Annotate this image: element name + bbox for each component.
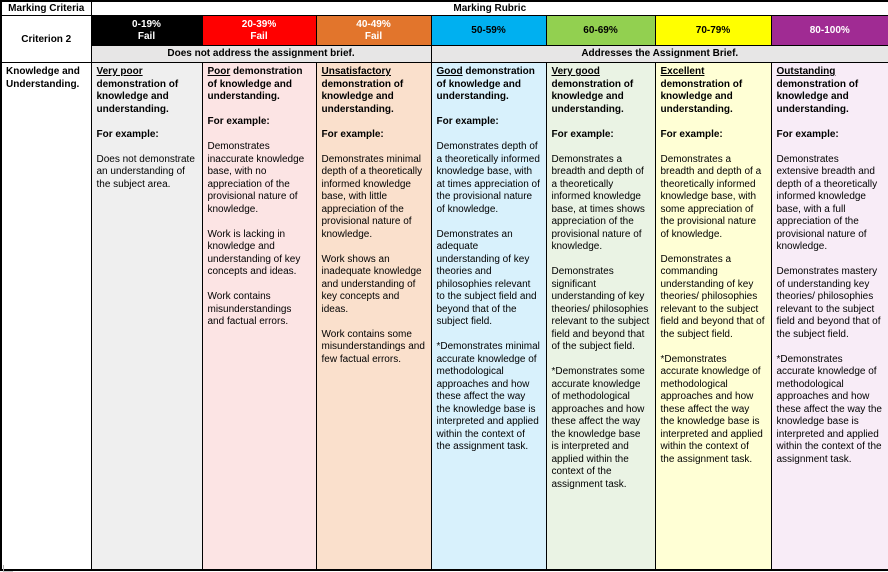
descriptor-paragraph: Demonstrates a commanding understanding of key theories/ philosophies relevant to the subject field and beyond that of the subject field.	[660, 253, 765, 340]
grade-word: Good	[436, 66, 463, 77]
grade-heading-rest: demonstration of knowledge and understanding.	[776, 78, 859, 115]
grade-range: 70-79%	[695, 24, 731, 36]
page-corner-artifact	[3, 565, 13, 572]
descriptor-paragraph: *Demonstrates some accurate knowledge of methodological approaches and how these affect the way the knowledge base is interpreted and applied within the context of the assignment task.	[551, 366, 645, 490]
rubric-cell-50-59	[431, 63, 546, 571]
grade-range: 40-49%	[356, 18, 391, 30]
descriptor-paragraph: Demonstrates a breadth and depth of a theoretically informed knowledge base, at times shows appreciation of the provisional nature of knowledge.	[551, 153, 645, 252]
descriptor-paragraph: Demonstrates extensive breadth and depth of a theoretically informed knowledge base, with a full appreciation of the provisional nature of knowledge.	[776, 153, 878, 252]
descriptor-paragraph: *Demonstrates accurate knowledge of methodological approaches and how these affect the way the knowledge base is interpreted and applied within the context of the assignment task.	[660, 353, 763, 465]
descriptor-paragraph: Demonstrates inaccurate knowledge base, with no appreciation of the provisional nature of knowledge.	[207, 141, 305, 215]
pass-group-header: Addresses the Assignment Brief.	[431, 46, 888, 63]
grade-range: 50-59%	[471, 24, 506, 36]
for-example-label: For example:	[551, 128, 614, 140]
grade-descriptor-heading	[97, 66, 197, 116]
rubric-cell-80-100	[771, 63, 888, 571]
grade-descriptor-heading	[777, 66, 884, 116]
descriptor-paragraph: Demonstrates significant understanding of key theories/ philosophies relevant to the subject field and beyond that of the subject field.	[551, 266, 650, 352]
for-example-label: For example:	[436, 116, 499, 127]
descriptor-paragraph: Demonstrates depth of a theoretically informed knowledge base, with at times appreciation of the provisional nature of knowledge.	[436, 141, 540, 215]
grade-word: Outstanding	[776, 66, 836, 77]
for-example-label: For example:	[96, 128, 159, 140]
for-example-label: For example:	[321, 128, 384, 140]
grade-header-50-59	[431, 16, 546, 46]
descriptor-paragraph: Work shows an inadequate knowledge and understanding of key concepts and ideas.	[321, 253, 422, 315]
descriptor-paragraph: *Demonstrates accurate knowledge of methodological approaches and how these affect the way the knowledge base is interpreted and applied within the context of the assignment task.	[776, 353, 882, 465]
grade-header-40-49	[316, 16, 431, 46]
descriptor-paragraph: *Demonstrates minimal accurate knowledge of methodological approaches and how these affect the way the knowledge base is interpreted and applied within the context of the assignment task.	[436, 341, 540, 452]
descriptor-paragraph: Demonstrates mastery of understanding key theories/ philosophies relevant to the subject field and beyond that of the subject field.	[776, 266, 881, 340]
grade-range: 80-100%	[809, 24, 850, 36]
grade-descriptor-heading	[661, 66, 766, 116]
grade-heading-rest: demonstration of knowledge and understanding.	[96, 78, 179, 115]
for-example-label: For example:	[207, 116, 270, 127]
descriptor-paragraph: Work contains some misunderstandings and few factual errors.	[321, 328, 425, 365]
grade-heading-rest: demonstration of knowledge and understanding.	[436, 66, 535, 102]
grade-descriptor-heading	[437, 66, 541, 104]
rubric-cell-60-69	[546, 63, 655, 571]
grade-descriptor-heading	[552, 66, 650, 116]
criterion-label: Criterion 2	[1, 16, 91, 63]
rubric-cell-40-49	[316, 63, 431, 571]
grade-word: Excellent	[660, 66, 705, 77]
descriptor-paragraph: Work is lacking in knowledge and understanding of key concepts and ideas.	[207, 228, 301, 277]
grade-header-0-19	[91, 16, 202, 46]
marking-criteria-header: Marking Criteria	[1, 1, 91, 16]
grade-header-80-100	[771, 16, 888, 46]
grade-sub-label: Fail	[364, 30, 383, 42]
descriptor-paragraph: Does not demonstrate an understanding of the subject area.	[96, 153, 195, 190]
grade-word: Very poor	[96, 66, 143, 77]
descriptor-paragraph: Demonstrates an adequate understanding of key theories and philosophies relevant to the subject field and beyond that of the subject field.	[436, 228, 537, 327]
grade-heading-rest: demonstration of knowledge and understanding.	[551, 78, 634, 115]
descriptor-paragraph: Demonstrates a breadth and depth of a theoretically informed knowledge base, with some appreciation of the provisional nature of knowledge.	[660, 153, 762, 240]
grade-word: Unsatisfactory	[321, 66, 391, 77]
descriptor-paragraph: Work contains misunderstandings and factual errors.	[207, 291, 292, 327]
grade-heading-rest: demonstration of knowledge and understanding.	[660, 78, 743, 115]
grade-header-60-69	[546, 16, 655, 46]
grade-heading-rest: demonstration of knowledge and understanding.	[207, 66, 303, 102]
grade-sub-label: Fail	[250, 30, 268, 42]
rubric-cell-20-39	[202, 63, 316, 571]
grade-descriptor-heading	[208, 66, 311, 104]
grade-range: 20-39%	[241, 18, 277, 30]
for-example-label: For example:	[660, 128, 723, 140]
rubric-cell-70-79	[655, 63, 771, 571]
grade-word: Very good	[551, 66, 600, 77]
for-example-label: For example:	[776, 128, 839, 140]
fail-group-header: Does not address the assignment brief.	[91, 46, 431, 63]
grade-header-20-39	[202, 16, 316, 46]
marking-rubric-header: Marking Rubric	[91, 1, 888, 16]
criteria-row-label: Knowledge and Understanding.	[1, 63, 91, 571]
descriptor-paragraph: Demonstrates minimal depth of a theoretically informed knowledge base, with little appreciation of the provisional nature of knowledge.	[321, 153, 423, 240]
grade-word: Poor	[207, 66, 231, 77]
grade-range: 0-19%	[132, 18, 161, 30]
rubric-cell-0-19	[91, 63, 202, 571]
grade-descriptor-heading	[322, 66, 426, 116]
grade-header-70-79	[655, 16, 771, 46]
grade-sub-label: Fail	[137, 30, 156, 42]
grade-heading-rest: demonstration of knowledge and understanding.	[321, 78, 404, 115]
grade-range: 60-69%	[583, 24, 618, 36]
